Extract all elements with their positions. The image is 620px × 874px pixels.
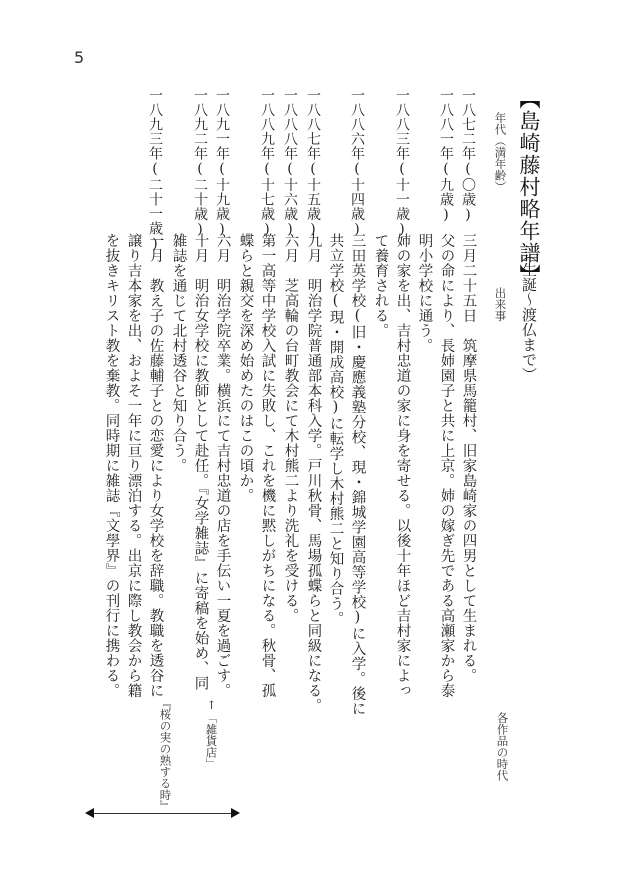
year-1893: 一八九三年(二十一歳): [147, 88, 163, 253]
arrow-right-head-icon: [231, 808, 240, 818]
event-1888-line1: 六月 芝高輪の台町教会にて木村熊二より洗礼を受ける。: [282, 233, 299, 623]
event-1893-line1: 一月 教え子の佐藤輔子との恋愛により女学校を辞職。教職を透谷に: [147, 233, 164, 698]
year-1883: 一八八三年(十一歳): [394, 88, 410, 238]
year-1872: 一八七二年(〇歳): [460, 88, 476, 224]
event-1883-line1: 姉の家を出、吉村忠道の家に身を寄せる。以後十年ほど吉村家によっ: [394, 233, 411, 698]
work-sakura-no-mi: 『桜の実の熟する時』: [158, 697, 173, 812]
event-1893-line2: 譲り吉本家を出、およそ一年に亘り漂泊する。出京に際し教会から籍: [125, 233, 142, 698]
event-1872-line1: 三月二十五日 筑摩県馬籠村、旧家島崎家の四男として生まれる。: [460, 233, 477, 683]
work-zakkaten: ↑「雑貨店」: [204, 698, 219, 770]
event-1893-line3: を抜きキリスト教を棄教。同時期に雑誌『文學界』の刊行に携わる。: [103, 233, 120, 698]
year-1881: 一八八一年(九歳): [438, 88, 454, 224]
header-works: 各作品の時代: [495, 712, 510, 781]
event-1889-line2: 蝶らと親交を深め始めたのはこの頃か。: [237, 233, 254, 503]
event-1887-line1: 九月 明治学院普通部本科入学。戸川秋骨、馬場孤蝶らと同級になる。: [305, 233, 322, 713]
year-1892: 一八九二年(二十歳): [192, 88, 208, 238]
event-1881-line2: 明小学校に通う。: [416, 233, 433, 353]
header-events: 出来事: [493, 287, 508, 322]
year-1887: 一八八七年(十五歳): [305, 88, 321, 238]
event-1886-line2: 共立学校(現・開成高校)に転学し木村熊二と知り合う。: [327, 233, 344, 626]
header-period: 年代（満年齢）: [493, 112, 508, 193]
arrow-left-head-icon: [85, 808, 94, 818]
year-1889: 一八八九年(十七歳): [259, 88, 275, 238]
page-title: 【島崎藤村略年譜】: [517, 88, 541, 286]
year-1888: 一八八八年(十六歳): [282, 88, 298, 238]
event-1881-line1: 父の命により、長姉園子と共に上京。姉の嫁ぎ先である高瀬家から泰: [438, 233, 455, 698]
event-1892-line1: 十月 明治女学校に教師として赴任。『女学雑誌』に寄稿を始め、同: [192, 233, 209, 691]
event-1883-line2: て養育される。: [372, 233, 389, 338]
year-1886: 一八八六年(十四歳): [349, 88, 365, 238]
page-number: 5: [74, 48, 85, 67]
event-1892-line2: 雑誌を通じて北村透谷と知り合う。: [170, 233, 187, 473]
event-1889-line1: 第一高等中学校入試に失敗し、これを機に黙しがちになる。秋骨、孤: [259, 233, 276, 698]
period-arrow-line: [92, 813, 234, 814]
event-1886-line1: 三田英学校(旧・慶應義塾分校、現・錦城学園高等学校)に入学。後に: [349, 233, 366, 716]
year-1891: 一八九一年(十九歳): [214, 88, 230, 238]
event-1891-line1: 六月 明治学院卒業。横浜にて吉村忠道の店を手伝い一夏を過ごす。: [214, 233, 231, 698]
page-subtitle: （生誕～渡仏まで）: [520, 247, 538, 382]
